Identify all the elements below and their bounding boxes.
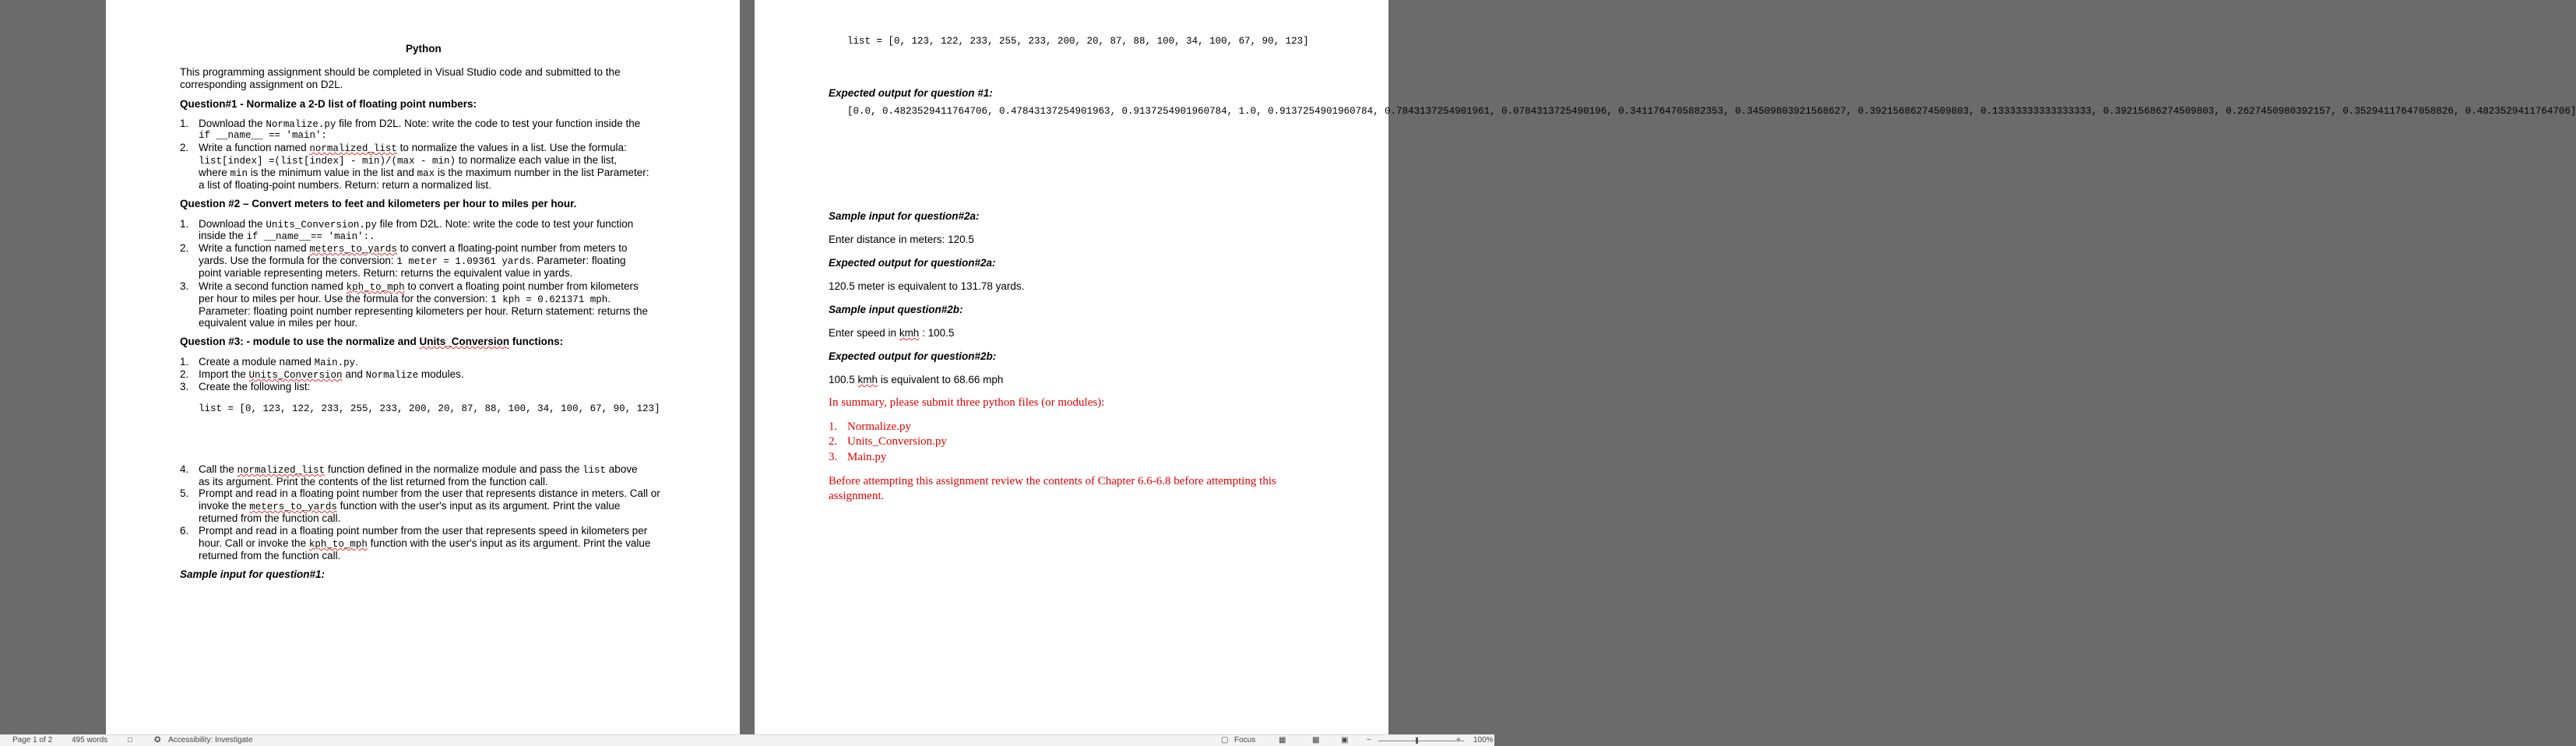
list-number: 2.: [180, 368, 189, 380]
sample-q2b-text: Enter speed in kmh : 100.5: [829, 327, 955, 339]
list-number: 1.: [180, 356, 189, 368]
list-item-line: point variable representing meters. Return: returns the equivalent value in yards.: [199, 267, 573, 279]
focus-button[interactable]: Focus: [1234, 736, 1256, 744]
expected-q1-output: [0.0, 0.4823529411764706, 0.47843137254901963, 0.9137254901960784, 1.0, 0.9137254901960784, 0.7843137254901961, 0.0784313725490196, 0.3411764705882353, 0.34509803921568627, 0.39215686274509803, 0.13333333333333333, 0.39215686274509803, 0.2627450980392157, 0.35294117647058826, 0.4823529411764706]: [847, 106, 2576, 117]
list-item: Download the Normalize.py file from D2L. Note: write the code to test your function inside the: [199, 118, 641, 130]
file-name: Units_Conversion.py: [847, 435, 947, 448]
before-note-line-1: Before attempting this assignment review the contents of Chapter 6.6-6.8 before attempting this: [829, 475, 1276, 487]
list-item-line: hour. Call or invoke the kph_to_mph function with the user's input as its argument. Print the value: [199, 537, 651, 550]
list-item: Create the following list:: [199, 381, 311, 392]
intro-line-1: This programming assignment should be completed in Visual Studio code and submitted to the: [180, 66, 621, 78]
expected-q2a-heading: Expected output for question#2a:: [829, 257, 996, 269]
list-number: 4.: [180, 463, 189, 475]
intro-line-2: corresponding assignment on D2L.: [180, 79, 343, 90]
list-number: 2.: [180, 142, 189, 153]
list-item-line: returned from the function call.: [199, 512, 341, 524]
file-name: Main.py: [847, 451, 887, 463]
list-item: Import the Units_Conversion and Normalize modules.: [199, 368, 464, 381]
file-number: 1.: [829, 421, 838, 433]
list-item: Write a function named meters_to_yards to convert a floating-point number from meters to: [199, 242, 628, 255]
list-number: 1.: [180, 218, 189, 230]
code-inline: if __name__ == 'main':: [199, 130, 328, 141]
web-layout-icon[interactable]: ▣: [1341, 736, 1349, 744]
sample-q2b-heading: Sample input question#2b:: [829, 304, 963, 315]
list-number: 3.: [180, 280, 189, 292]
list-item-line: yards. Use the formula for the conversion: 1 meter = 1.09361 yards. Parameter: floating: [199, 255, 626, 267]
accessibility-icon: ✪: [154, 736, 161, 744]
list-item: Download the Units_Conversion.py file from D2L. Note: write the code to test your function: [199, 218, 634, 230]
list-item-line: inside the if __name__== 'main':.: [199, 230, 375, 242]
zoom-in-icon[interactable]: +: [1456, 736, 1461, 744]
list-item: Call the normalized_list function defined in the normalize module and pass the list above: [199, 463, 638, 476]
q2-heading: Question #2 – Convert meters to feet and kilometers per hour to miles per hour.: [180, 198, 577, 209]
list-number: 6.: [180, 525, 189, 537]
before-note-line-2: assignment.: [829, 490, 885, 502]
list-item-line: where min is the minimum value in the list and max is the maximum number in the list Parameter:: [199, 167, 649, 179]
zoom-level[interactable]: 100%: [1473, 736, 1494, 744]
summary-text: In summary, please submit three python files (or modules):: [829, 396, 1105, 409]
list-item-line: returned from the function call.: [199, 550, 341, 561]
expected-q2b-text: 100.5 kmh is equivalent to 68.66 mph: [829, 374, 1004, 385]
document-page-2[interactable]: [755, 0, 2576, 734]
sample-q2a-heading: Sample input for question#2a:: [829, 210, 980, 222]
code-block-list: list = [0, 123, 122, 233, 255, 233, 200, 20, 87, 88, 100, 34, 100, 67, 90, 123]: [199, 403, 660, 414]
expected-q2b-heading: Expected output for question#2b:: [829, 350, 997, 362]
list-item-line: as its argument. Print the contents of the list returned from the function call.: [199, 476, 548, 487]
expected-q1-heading: Expected output for question #1:: [829, 87, 993, 99]
list-item-line: list[index] =(list[index] - min)/(max - min) to normalize each value in the list,: [199, 154, 618, 167]
list-number: 2.: [180, 242, 189, 254]
file-number: 2.: [829, 435, 838, 448]
list-item: Prompt and read in a floating point number from the user that represents distance in meters. Call or: [199, 487, 660, 499]
q3-heading: Question #3: - module to use the normalize and Units_Conversion functions:: [180, 336, 564, 347]
file-name: Normalize.py: [847, 421, 912, 433]
list-item-line: Parameter: floating point number representing kilometers per hour. Return statement: returns the: [199, 305, 649, 317]
page-title: Python: [406, 43, 442, 55]
list-item-line: equivalent value in miles per hour.: [199, 317, 358, 329]
page-count[interactable]: Page 1 of 2: [12, 736, 53, 744]
status-bar: [0, 734, 1494, 746]
list-item: Write a function named normalized_list to normalize the values in a list. Use the formula:: [199, 142, 627, 154]
sample-q1-heading: Sample input for question#1:: [180, 568, 326, 580]
list-item-line: per hour to miles per hour. Use the formula for the conversion: 1 kph = 0.621371 mph.: [199, 293, 611, 305]
zoom-out-icon[interactable]: −: [1367, 736, 1371, 744]
sample-q2a-text: Enter distance in meters: 120.5: [829, 234, 974, 245]
accessibility-status[interactable]: Accessibility: Investigate: [168, 736, 253, 744]
read-mode-icon[interactable]: ▦: [1279, 736, 1286, 744]
list-item: Prompt and read in a floating point number from the user that represents speed in kilometers per: [199, 525, 648, 537]
proofing-icon[interactable]: □: [128, 736, 133, 744]
expected-q2a-text: 120.5 meter is equivalent to 131.78 yards.: [829, 280, 1025, 292]
list-number: 5.: [180, 487, 189, 499]
q1-heading: Question#1 - Normalize a 2-D list of floating point numbers:: [180, 98, 477, 110]
list-number: 3.: [180, 381, 189, 392]
list-number: 1.: [180, 118, 189, 129]
list-item: Create a module named Main.py.: [199, 356, 358, 368]
word-count[interactable]: 495 words: [72, 736, 108, 744]
file-number: 3.: [829, 451, 838, 463]
list-item-line: invoke the meters_to_yards function with the user's input as its argument. Print the value: [199, 500, 621, 512]
code-block-list: list = [0, 123, 122, 233, 255, 233, 200, 20, 87, 88, 100, 34, 100, 67, 90, 123]: [847, 36, 1309, 47]
list-item-line: a list of floating-point numbers. Return: return a normalized list.: [199, 179, 491, 191]
focus-icon: ▢: [1221, 736, 1229, 744]
zoom-slider-thumb[interactable]: [1416, 737, 1418, 744]
print-layout-icon[interactable]: ▩: [1312, 736, 1320, 744]
list-item: Write a second function named kph_to_mph to convert a floating point number from kilometers: [199, 280, 639, 293]
document-page-1[interactable]: [106, 0, 740, 734]
